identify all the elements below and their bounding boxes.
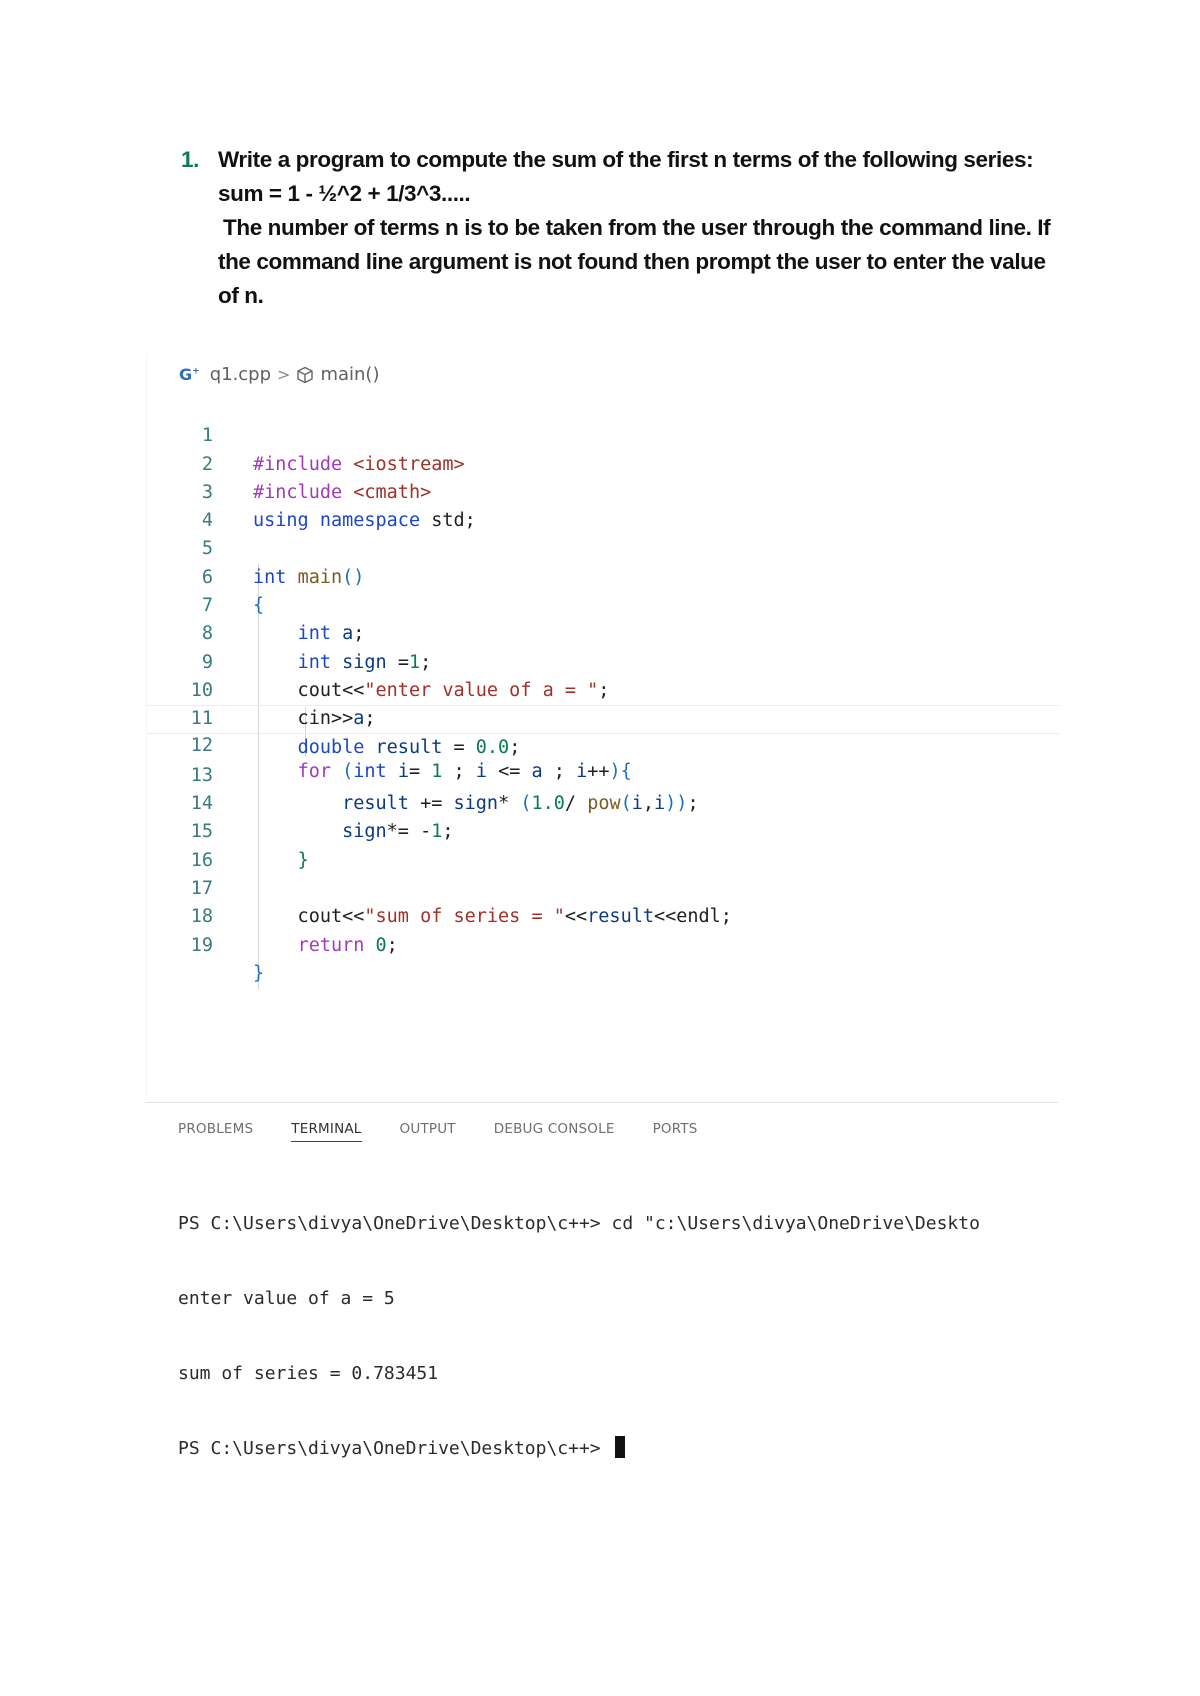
code-text: double result = 0.0; [297, 736, 521, 758]
question-line: The number of terms n is to be taken from the user through the command line. If [223, 215, 1051, 240]
code-text: using namespace std; [253, 510, 476, 532]
code-text: } [297, 849, 309, 871]
tab-terminal[interactable]: TERMINAL [291, 1121, 361, 1142]
code-area[interactable] [147, 394, 1059, 984]
line-number: 16 [190, 849, 213, 871]
code-editor [146, 354, 1059, 1096]
bottom-panel [146, 1102, 1058, 1459]
terminal-prompt-line [178, 1436, 1058, 1461]
breadcrumb-symbol[interactable]: main() [320, 364, 380, 385]
question-line: of n. [218, 283, 264, 308]
line-number: 4 [201, 510, 213, 532]
line-number: 5 [201, 538, 213, 560]
line-number: 12 [190, 734, 213, 756]
question-block [181, 143, 1061, 313]
code-line [147, 394, 1059, 475]
tab-output[interactable]: OUTPUT [399, 1121, 456, 1137]
panel-tabs [178, 1121, 698, 1142]
code-text: result += sign* (1.0/ pow(i,i)); [342, 793, 699, 815]
code-text: } [253, 962, 265, 984]
terminal-cursor [615, 1436, 625, 1458]
tab-problems[interactable]: PROBLEMS [178, 1121, 254, 1137]
line-number: 10 [190, 679, 213, 701]
line-number: 9 [201, 651, 213, 673]
code-text: int sign =1; [297, 651, 432, 673]
code-line [147, 507, 1059, 588]
code-line [147, 564, 1059, 645]
code-text: #include <cmath> [253, 481, 432, 503]
line-number: 8 [201, 623, 213, 645]
line-number: 2 [201, 453, 213, 475]
code-text: for (int i= 1 ; i <= a ; i++){ [297, 760, 632, 782]
line-number: 14 [190, 793, 213, 815]
line-number: 15 [190, 821, 213, 843]
terminal-prompt: PS C:\Users\divya\OneDrive\Desktop\c++> [178, 1438, 612, 1459]
code-text: cout<<"enter value of a = "; [253, 679, 610, 701]
code-text: #include <iostream> [253, 453, 465, 475]
cpp-file-icon: G+ [179, 365, 200, 384]
question-body [218, 143, 1061, 313]
code-text: cout<<"sum of series = "<<result<<endl; [253, 906, 732, 928]
question-number: 1. [181, 147, 199, 172]
code-text: cin>>a; [253, 708, 376, 730]
code-text: int main() [253, 566, 365, 588]
breadcrumb-file[interactable]: q1.cpp [209, 364, 272, 385]
series-formula: sum = 1 - ½^2 + 1/3^3..... [218, 181, 471, 206]
code-line [147, 818, 1059, 871]
line-number: 18 [190, 906, 213, 928]
tab-debug-console[interactable]: DEBUG CONSOLE [493, 1121, 615, 1137]
tab-ports[interactable]: PORTS [652, 1121, 698, 1137]
question-line: Write a program to compute the sum of the first n terms of the following series: [218, 147, 1034, 172]
code-text: return 0; [297, 934, 398, 956]
code-text: { [253, 595, 265, 617]
terminal-output[interactable] [178, 1161, 1058, 1511]
line-number: 13 [190, 764, 213, 786]
code-text: sign*= -1; [342, 821, 454, 843]
terminal-line: enter value of a = 5 [178, 1288, 395, 1309]
terminal-line: sum of series = 0.783451 [178, 1363, 439, 1384]
line-number: 11 [190, 708, 213, 730]
line-number: 1 [201, 425, 213, 447]
line-number: 19 [190, 934, 213, 956]
breadcrumb-separator: > [277, 365, 291, 384]
method-cube-icon [296, 366, 314, 384]
line-number: 6 [201, 566, 213, 588]
line-number: 17 [190, 878, 213, 900]
breadcrumb [179, 364, 379, 385]
terminal-line: PS C:\Users\divya\OneDrive\Desktop\c++> cd "c:\Users\divya\OneDrive\Deskto [178, 1213, 980, 1234]
line-number: 7 [201, 595, 213, 617]
question-line: the command line argument is not found then prompt the user to enter the value [218, 249, 1046, 274]
code-text: int a; [297, 623, 365, 645]
line-number: 3 [201, 481, 213, 503]
